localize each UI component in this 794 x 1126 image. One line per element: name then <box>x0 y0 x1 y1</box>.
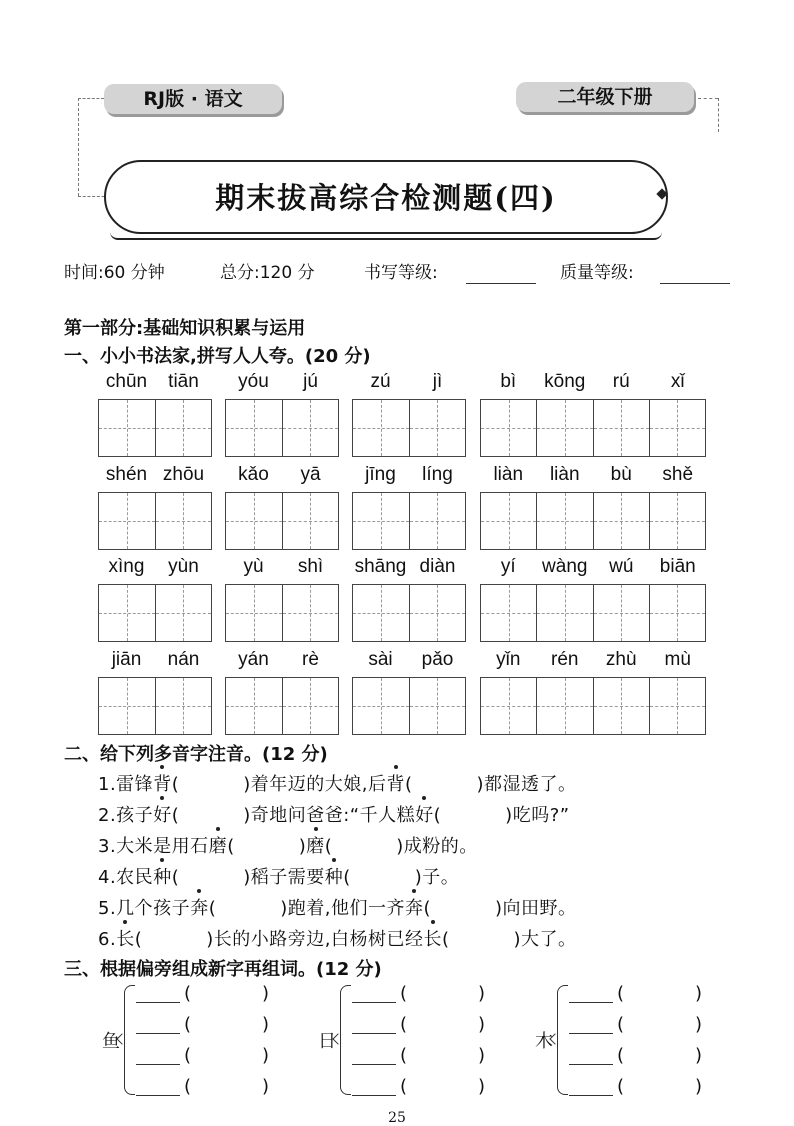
new-character-row <box>352 1045 492 1067</box>
tian-zi-cells <box>480 492 706 550</box>
pinyin-syllable: jì <box>432 371 443 392</box>
pinyin-syllable: bù <box>610 464 632 485</box>
pinyin-word <box>98 463 212 550</box>
question-text: 1.雷锋 <box>98 774 154 795</box>
pinyin-row <box>480 555 706 579</box>
word-paren-open: ( <box>184 1045 192 1066</box>
question-text: )稻子需要 <box>243 867 325 888</box>
question-text: ) <box>298 836 307 857</box>
pinyin-syllable: shén <box>105 464 148 485</box>
pinyin-syllable: yí <box>500 556 516 577</box>
pinyin-row <box>480 370 706 394</box>
polyphonic-character: 背 <box>386 770 405 796</box>
pinyin-row <box>352 555 466 579</box>
pinyin-word <box>98 555 212 642</box>
pinyin-syllable: biān <box>659 556 696 577</box>
new-character-row <box>569 1045 709 1067</box>
section-two-title: 二、给下列多音字注音。(12 分) <box>64 744 328 765</box>
question-text: )吃吗?” <box>505 805 570 826</box>
pinyin-row <box>352 648 466 672</box>
writing-cell[interactable] <box>156 585 212 641</box>
part-one-title: 第一部分:基础知识积累与运用 <box>64 318 306 339</box>
pinyin-syllable: xǐ <box>670 371 685 392</box>
new-character-row <box>569 983 709 1005</box>
tian-zi-cells <box>352 584 466 642</box>
writing-cell[interactable] <box>481 493 537 549</box>
writing-cell[interactable] <box>537 585 593 641</box>
radical-group <box>318 985 498 1097</box>
new-character-row <box>136 1076 276 1098</box>
pinyin-word <box>352 370 466 457</box>
writing-grade-label: 书写等级: <box>364 263 438 283</box>
word-paren-close: ) <box>262 983 270 1004</box>
word-paren-close: ) <box>478 983 486 1004</box>
polyphonic-character: 奔 <box>405 894 424 920</box>
answer-paren-open: ( <box>343 867 351 888</box>
question-text: )大了。 <box>513 929 577 950</box>
tian-zi-cells <box>352 677 466 735</box>
question-text: )都湿透了。 <box>476 774 577 795</box>
polyphonic-character: 磨 <box>306 832 325 858</box>
writing-cell[interactable] <box>650 585 705 641</box>
writing-cell[interactable] <box>410 678 466 734</box>
writing-cell[interactable] <box>594 678 650 734</box>
new-character-row <box>136 1014 276 1036</box>
pinyin-syllable: yùn <box>168 556 199 577</box>
writing-cell[interactable] <box>537 400 593 456</box>
pinyin-word <box>225 463 339 550</box>
writing-cell[interactable] <box>410 400 466 456</box>
pinyin-syllable: rè <box>302 649 319 670</box>
writing-cell[interactable] <box>283 678 339 734</box>
header-dash-line-left <box>78 98 104 99</box>
radical-group <box>535 985 715 1097</box>
writing-cell[interactable] <box>283 585 339 641</box>
pinyin-row <box>98 463 212 487</box>
tian-zi-cells <box>98 677 212 735</box>
polyphonic-character: 长 <box>423 925 442 951</box>
writing-cell[interactable] <box>156 493 212 549</box>
question-text: )长的小路旁边,白杨树已经 <box>206 929 424 950</box>
section-three-title: 三、根据偏旁组成新字再组词。(12 分) <box>64 959 382 980</box>
pinyin-syllable: liàn <box>549 464 580 485</box>
tian-zi-cells <box>352 399 466 457</box>
writing-cell[interactable] <box>650 493 705 549</box>
title-banner <box>104 160 668 234</box>
writing-cell[interactable] <box>650 400 705 456</box>
question-text: )子。 <box>414 867 460 888</box>
polyphonic-character: 磨 <box>209 832 228 858</box>
writing-cell[interactable] <box>353 585 410 641</box>
word-paren-open: ( <box>617 1014 625 1035</box>
pinyin-syllable: zhù <box>605 649 637 670</box>
tian-zi-cells <box>480 399 706 457</box>
polyphonic-character: 种 <box>153 863 172 889</box>
polyphonic-line <box>98 925 577 951</box>
pinyin-syllable: chūn <box>105 371 148 392</box>
page-number: 25 <box>388 1110 406 1126</box>
writing-cell[interactable] <box>226 493 283 549</box>
writing-cell[interactable] <box>353 678 410 734</box>
writing-cell[interactable] <box>156 678 212 734</box>
pinyin-syllable: liàn <box>493 464 524 485</box>
writing-cell[interactable] <box>481 400 537 456</box>
writing-cell[interactable] <box>353 400 410 456</box>
tian-zi-cells <box>98 399 212 457</box>
question-text: )着年迈的大娘,后 <box>243 774 387 795</box>
writing-cell[interactable] <box>353 493 410 549</box>
tian-zi-cells <box>225 677 339 735</box>
pinyin-row <box>98 648 212 672</box>
answer-paren-open: ( <box>423 898 431 919</box>
question-text: )跑着,他们一齐 <box>280 898 405 919</box>
polyphonic-character: 奔 <box>190 894 209 920</box>
pinyin-syllable: nán <box>167 649 200 670</box>
radical-character: 木 <box>535 1031 553 1052</box>
new-character-blank[interactable] <box>569 1002 613 1003</box>
pinyin-syllable: kōng <box>544 371 586 392</box>
pinyin-row <box>98 370 212 394</box>
word-paren-close: ) <box>262 1076 270 1097</box>
polyphonic-line <box>98 894 577 920</box>
answer-paren-open: ( <box>433 805 442 826</box>
subject-badge: RJ版 · 语文 <box>104 84 282 114</box>
pinyin-word <box>480 555 706 642</box>
writing-cell[interactable] <box>410 493 466 549</box>
question-text: 6. <box>98 929 117 950</box>
section-one-title: 一、小小书法家,拼写人人夸。(20 分) <box>64 346 371 367</box>
new-character-blank[interactable] <box>136 1002 180 1003</box>
pinyin-syllable: zú <box>370 371 391 392</box>
pinyin-row <box>352 463 466 487</box>
pinyin-syllable: jīng <box>365 464 396 485</box>
pinyin-syllable: rén <box>551 649 579 670</box>
quality-grade-label: 质量等级: <box>560 263 634 283</box>
exam-time: 时间:60 分钟 <box>64 263 165 283</box>
writing-cell[interactable] <box>594 400 650 456</box>
word-paren-close: ) <box>262 1014 270 1035</box>
new-character-row <box>352 1014 492 1036</box>
writing-cell[interactable] <box>594 493 650 549</box>
new-character-blank[interactable] <box>569 1064 613 1065</box>
pinyin-row <box>225 463 339 487</box>
new-character-blank[interactable] <box>136 1095 180 1096</box>
pinyin-word <box>352 648 466 735</box>
word-paren-open: ( <box>184 983 192 1004</box>
new-character-blank[interactable] <box>136 1033 180 1034</box>
header-dash-line-left-vertical <box>78 98 79 196</box>
answer-paren-open: ( <box>404 774 413 795</box>
answer-paren-open: ( <box>208 898 217 919</box>
pinyin-row <box>352 370 466 394</box>
answer-paren-open: ( <box>227 836 235 857</box>
tian-zi-cells <box>98 584 212 642</box>
word-paren-open: ( <box>400 1076 408 1097</box>
pinyin-syllable: yā <box>300 464 321 485</box>
question-text: 2.孩子 <box>98 805 154 826</box>
polyphonic-line <box>98 801 570 827</box>
pinyin-row <box>225 648 339 672</box>
word-paren-open: ( <box>184 1014 192 1035</box>
writing-cell[interactable] <box>99 400 156 456</box>
pinyin-syllable: diàn <box>419 556 456 577</box>
writing-cell[interactable] <box>594 585 650 641</box>
pinyin-syllable: mù <box>664 649 691 670</box>
pinyin-word <box>225 370 339 457</box>
pinyin-word <box>480 370 706 457</box>
polyphonic-line <box>98 770 577 796</box>
writing-cell[interactable] <box>481 585 537 641</box>
tian-zi-cells <box>480 584 706 642</box>
pinyin-syllable: pǎo <box>421 649 454 670</box>
word-paren-open: ( <box>617 983 625 1004</box>
word-paren-open: ( <box>400 1014 408 1035</box>
word-paren-close: ) <box>478 1014 486 1035</box>
pinyin-word <box>98 648 212 735</box>
pinyin-word <box>225 648 339 735</box>
pinyin-syllable: líng <box>422 464 453 485</box>
pinyin-syllable: jú <box>303 371 318 392</box>
pinyin-row <box>225 370 339 394</box>
pinyin-syllable: yù <box>243 556 264 577</box>
word-paren-close: ) <box>695 983 703 1004</box>
pinyin-syllable: jiān <box>111 649 142 670</box>
word-paren-close: ) <box>695 1076 703 1097</box>
new-character-row <box>352 983 492 1005</box>
writing-cell[interactable] <box>226 400 283 456</box>
pinyin-syllable: wú <box>609 556 634 577</box>
pinyin-syllable: rú <box>612 371 630 392</box>
question-text: )奇地问爸爸:“千人糕 <box>243 805 416 826</box>
polyphonic-line <box>98 863 459 889</box>
polyphonic-line <box>98 832 478 858</box>
word-paren-open: ( <box>400 1045 408 1066</box>
tian-zi-cells <box>352 492 466 550</box>
polyphonic-character: 好 <box>153 801 172 827</box>
writing-cell[interactable] <box>99 493 156 549</box>
quality-grade-blank[interactable] <box>660 283 730 284</box>
writing-cell[interactable] <box>283 400 339 456</box>
tian-zi-cells <box>480 677 706 735</box>
word-paren-open: ( <box>617 1045 625 1066</box>
word-paren-close: ) <box>262 1045 270 1066</box>
new-character-row <box>136 983 276 1005</box>
answer-paren-open: ( <box>171 867 180 888</box>
grade-badge: 二年级下册 <box>516 82 694 112</box>
writing-cell[interactable] <box>650 678 705 734</box>
new-character-blank[interactable] <box>352 1002 396 1003</box>
pinyin-syllable: kǎo <box>238 464 269 485</box>
new-character-blank[interactable] <box>352 1064 396 1065</box>
writing-cell[interactable] <box>537 678 593 734</box>
word-paren-open: ( <box>184 1076 192 1097</box>
new-character-row <box>136 1045 276 1067</box>
pinyin-word <box>352 463 466 550</box>
word-paren-close: ) <box>695 1014 703 1035</box>
answer-paren-open: ( <box>441 929 450 950</box>
pinyin-syllable: tiān <box>168 371 199 392</box>
new-character-row <box>569 1076 709 1098</box>
writing-cell[interactable] <box>537 493 593 549</box>
radical-character: 日 <box>318 1031 336 1052</box>
writing-cell[interactable] <box>481 678 537 734</box>
writing-cell[interactable] <box>226 585 283 641</box>
pinyin-word <box>352 555 466 642</box>
tian-zi-cells <box>225 399 339 457</box>
pinyin-syllable: bì <box>500 371 517 392</box>
new-character-row <box>569 1014 709 1036</box>
pinyin-syllable: shě <box>662 464 694 485</box>
word-paren-open: ( <box>400 983 408 1004</box>
pinyin-syllable: yóu <box>238 371 269 392</box>
polyphonic-character: 长 <box>116 925 135 951</box>
writing-cell[interactable] <box>99 585 156 641</box>
pinyin-syllable: xìng <box>108 556 145 577</box>
pinyin-word <box>225 555 339 642</box>
radical-character: 鱼 <box>102 1031 120 1052</box>
new-character-row <box>352 1076 492 1098</box>
answer-paren-open: ( <box>171 774 180 795</box>
question-text: 4.农民 <box>98 867 154 888</box>
writing-grade-blank[interactable] <box>466 283 536 284</box>
word-paren-open: ( <box>617 1076 625 1097</box>
polyphonic-character: 种 <box>325 863 344 889</box>
pinyin-syllable: zhōu <box>162 464 205 485</box>
pinyin-word <box>480 648 706 735</box>
new-character-blank[interactable] <box>569 1033 613 1034</box>
question-text: 3.大米是用石 <box>98 836 209 857</box>
question-text: )向田野。 <box>495 898 577 919</box>
writing-cell[interactable] <box>156 400 212 456</box>
word-paren-close: ) <box>478 1076 486 1097</box>
exam-total-score: 总分:120 分 <box>220 263 315 283</box>
answer-paren-open: ( <box>134 929 143 950</box>
pinyin-row <box>480 648 706 672</box>
radical-group <box>102 985 282 1097</box>
header-dash-line-right <box>698 98 718 99</box>
question-text: )成粉的。 <box>396 836 478 857</box>
writing-cell[interactable] <box>410 585 466 641</box>
writing-cell[interactable] <box>283 493 339 549</box>
pinyin-word <box>98 370 212 457</box>
word-paren-close: ) <box>695 1045 703 1066</box>
word-paren-close: ) <box>478 1045 486 1066</box>
tian-zi-cells <box>225 584 339 642</box>
header-dash-line-right-vertical <box>718 98 719 132</box>
writing-cell[interactable] <box>99 678 156 734</box>
answer-paren-open: ( <box>324 836 333 857</box>
writing-cell[interactable] <box>226 678 283 734</box>
pinyin-syllable: sài <box>368 649 393 670</box>
tian-zi-cells <box>225 492 339 550</box>
page-title: 期末拔高综合检测题(四) <box>215 181 557 215</box>
new-character-blank[interactable] <box>352 1095 396 1096</box>
question-text: 5.几个孩子 <box>98 898 191 919</box>
pinyin-syllable: shāng <box>354 556 407 577</box>
new-character-blank[interactable] <box>569 1095 613 1096</box>
new-character-blank[interactable] <box>352 1033 396 1034</box>
pinyin-syllable: shì <box>297 556 324 577</box>
pinyin-syllable: yán <box>238 649 269 670</box>
polyphonic-character: 背 <box>153 770 172 796</box>
pinyin-row <box>480 463 706 487</box>
answer-paren-open: ( <box>171 805 180 826</box>
polyphonic-character: 好 <box>415 801 434 827</box>
pinyin-row <box>225 555 339 579</box>
pinyin-syllable: wàng <box>542 556 588 577</box>
pinyin-syllable: yǐn <box>496 649 521 670</box>
tian-zi-cells <box>98 492 212 550</box>
new-character-blank[interactable] <box>136 1064 180 1065</box>
pinyin-row <box>98 555 212 579</box>
pinyin-word <box>480 463 706 550</box>
